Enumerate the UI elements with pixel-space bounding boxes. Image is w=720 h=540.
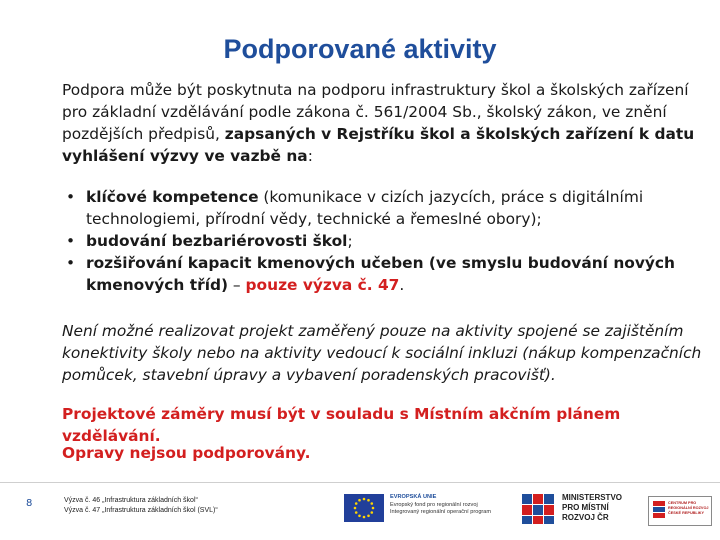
intro-end: : — [307, 147, 313, 165]
footer-line: Výzva č. 47 „Infrastruktura základních škol (SVL)“ — [64, 507, 218, 514]
ministry-line: MINISTERSTVO — [562, 493, 623, 502]
crr-emblem-icon — [652, 500, 666, 520]
crr-line: CENTRUM PRO REGIONÁLNÍ ROZVOJ — [668, 501, 709, 510]
activity-list — [62, 186, 702, 296]
note-paragraph: Není možné realizovat projekt zaměřený pouze na aktivity spojené se zajištěním konektivity školy nebo na aktivity vedoucí k sociální inkluzi (nákup kompenzačních pomůcek, stavební úpravy a vybavení poradenských pracovišť). — [62, 322, 702, 384]
list-item — [62, 230, 702, 252]
eu-flag-icon — [344, 494, 384, 522]
crr-text — [668, 501, 710, 516]
bullet-icon: • — [66, 232, 76, 250]
footer-divider — [0, 482, 720, 483]
intro-bold-text: zapsaných v Rejstříku škol a školských zařízení k datu vyhlášení výzvy ve vazbě na — [62, 125, 695, 165]
eu-line: Integrovaný regionální operační program — [390, 509, 492, 515]
list-item-highlight: pouze výzva č. 47 — [245, 276, 400, 294]
footer-text — [64, 496, 218, 516]
list-item — [62, 186, 702, 230]
bullet-icon: • — [66, 254, 76, 272]
bullet-icon: • — [66, 188, 76, 206]
ministry-emblem-icon — [520, 492, 556, 526]
list-item-bold: budování bezbariérovosti škol — [86, 232, 348, 250]
footer-line: Výzva č. 46 „Infrastruktura základních škol“ — [64, 497, 198, 504]
crr-line: ČESKÉ REPUBLIKY — [668, 511, 705, 515]
list-item-dash: – — [228, 276, 246, 294]
list-item-text: ; — [347, 232, 353, 250]
list-item-text: . — [399, 276, 405, 294]
eu-logo — [344, 492, 499, 526]
footer — [0, 482, 720, 540]
eu-title: EVROPSKÁ UNIE — [390, 494, 437, 500]
list-item-text: (komunikace v cizích jazycích, práce s digitálními technologiemi, přírodní vědy, technické a řemeslné obory); — [86, 188, 644, 228]
list-item-bold: rozšiřování kapacit kmenových učeben (ve smyslu budování nových kmenových tříd) — [86, 254, 675, 294]
ministry-line: PRO MÍSTNÍ — [562, 503, 609, 512]
warning-text: Opravy nejsou podporovány. — [62, 444, 311, 462]
eu-line: Evropský fond pro regionální rozvoj — [390, 501, 478, 508]
slide-title: Podporované aktivity — [223, 34, 497, 64]
ministry-text — [562, 493, 622, 523]
list-item — [62, 252, 702, 296]
intro-paragraph — [62, 79, 702, 167]
list-item-bold: klíčové kompetence — [86, 188, 259, 206]
page-number: 8 — [26, 498, 33, 509]
ministry-logo — [520, 490, 638, 530]
eu-text — [390, 494, 500, 517]
warning-text: Projektové záměry musí být v souladu s Místním akčním plánem vzdělávání. — [62, 405, 621, 445]
intro-text: Podpora může být poskytnuta na podporu infrastruktury škol a školských zařízení pro základní vzdělávání podle zákona č. 561/2004 Sb., školský zákon, ve znění pozdějších předpisů, — [62, 81, 689, 143]
crr-logo — [648, 496, 712, 526]
ministry-line: ROZVOJ ČR — [562, 513, 609, 522]
